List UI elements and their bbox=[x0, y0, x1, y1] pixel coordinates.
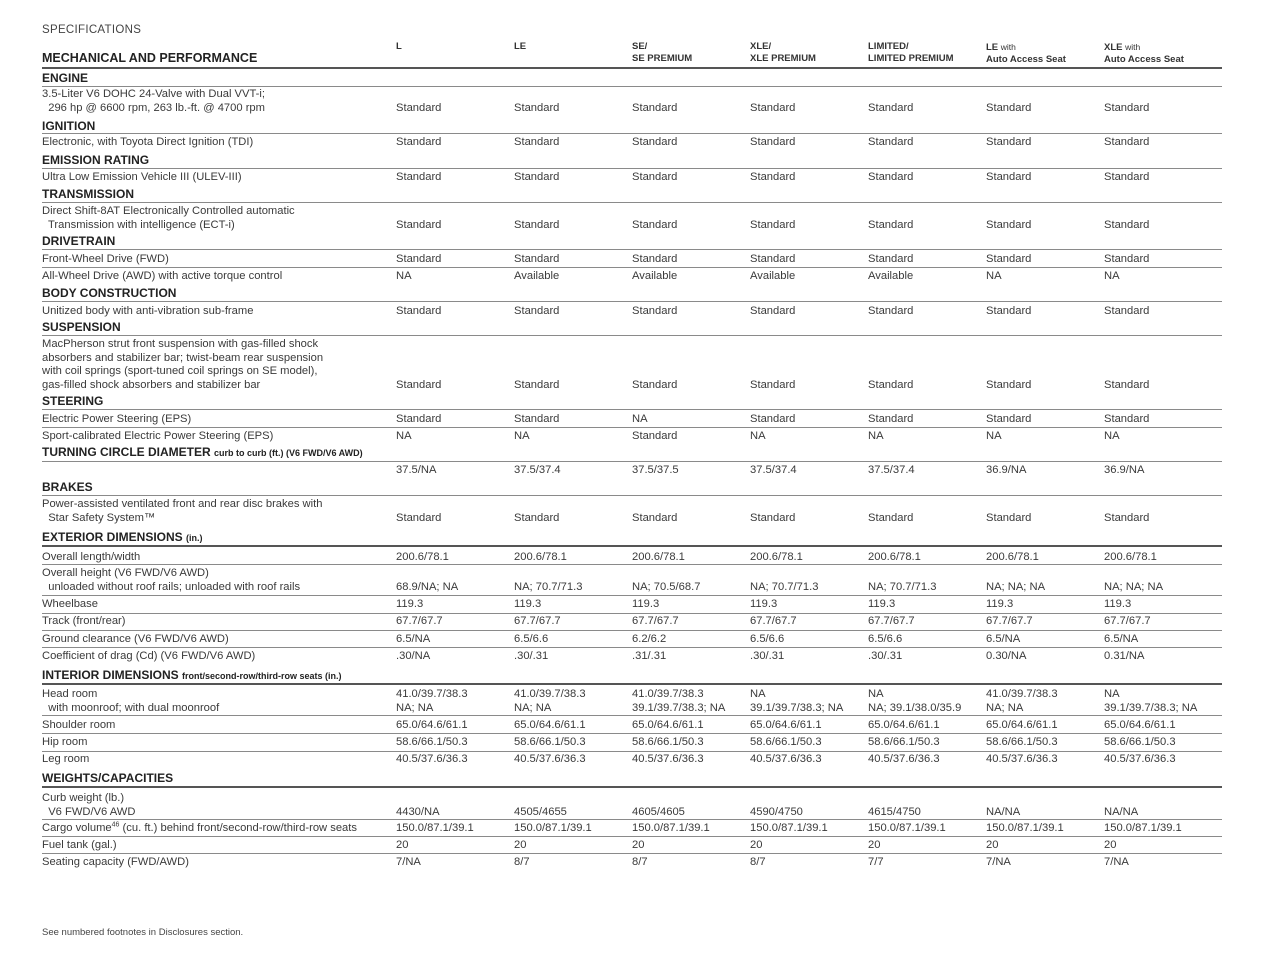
cell-value: NA bbox=[986, 269, 1002, 282]
cell-value: 36.9/NA bbox=[1104, 463, 1145, 476]
section-title-text: ENGINE bbox=[42, 71, 89, 85]
cell-value: Standard bbox=[986, 304, 1032, 317]
cell-value: Standard bbox=[750, 511, 796, 524]
cell-value: 40.5/37.6/36.3 bbox=[396, 752, 468, 765]
cell-value: 4505/4655 bbox=[514, 805, 567, 818]
table-row bbox=[42, 630, 1222, 646]
cell-value: Available bbox=[750, 269, 796, 282]
row-label: Power-assisted ventilated front and rear disc brakes with Star Safety System™ bbox=[42, 498, 323, 524]
cell-value: .30/.31 bbox=[868, 649, 903, 662]
row-label: Direct Shift-8AT Electronically Controlled automatic Transmission with intelligence (ECT-i) bbox=[42, 205, 295, 231]
cell-value: NA bbox=[396, 429, 412, 442]
cell-value: 65.0/64.6/61.1 bbox=[1104, 718, 1176, 731]
cell-value: 20 bbox=[986, 838, 999, 851]
cell-value: 4590/4750 bbox=[750, 805, 803, 818]
column-header-l: L bbox=[396, 41, 402, 52]
cell-value: Standard bbox=[868, 511, 914, 524]
cell-value: NA 39.1/39.7/38.3; NA bbox=[1104, 688, 1198, 714]
section-title-exterior-dimensions bbox=[42, 531, 1222, 545]
cell-value: Standard bbox=[396, 135, 442, 148]
cell-value: Standard bbox=[1104, 511, 1150, 524]
table-row bbox=[42, 595, 1222, 611]
row-label: Ultra Low Emission Vehicle III (ULEV-III) bbox=[42, 170, 242, 183]
section-title-text: EMISSION RATING bbox=[42, 153, 150, 167]
section-title-text: INTERIOR DIMENSIONS bbox=[42, 668, 179, 682]
cell-value: NA bbox=[1104, 269, 1120, 282]
cell-value: 6.5/NA bbox=[986, 632, 1021, 645]
cell-value: .30/.31 bbox=[750, 649, 785, 662]
cell-value: NA 39.1/39.7/38.3; NA bbox=[750, 688, 844, 714]
column-header-le-auto-access: LE with Auto Access Seat bbox=[986, 42, 1066, 65]
cell-value: 58.6/66.1/50.3 bbox=[1104, 735, 1176, 748]
table-row bbox=[42, 751, 1222, 766]
cell-value: 40.5/37.6/36.3 bbox=[632, 752, 704, 765]
cell-value: Standard bbox=[750, 135, 796, 148]
cell-value: 6.5/6.6 bbox=[750, 632, 785, 645]
cell-value: 68.9/NA; NA bbox=[396, 580, 459, 593]
cell-value: Standard bbox=[396, 170, 442, 183]
cell-value: 8/7 bbox=[514, 855, 530, 868]
section-title-ignition bbox=[42, 120, 1222, 133]
section-title-text: SUSPENSION bbox=[42, 320, 121, 334]
section-title-drivetrain bbox=[42, 235, 1222, 248]
footnote: See numbered footnotes in Disclosures section. bbox=[42, 927, 244, 938]
cell-value: Standard bbox=[750, 101, 796, 114]
cell-value: Standard bbox=[514, 252, 560, 265]
cell-value: Standard bbox=[868, 412, 914, 425]
cell-value: NA NA; 39.1/38.0/35.9 bbox=[868, 688, 962, 714]
table-row bbox=[42, 495, 1222, 525]
cell-value: Standard bbox=[632, 170, 678, 183]
cell-value: 58.6/66.1/50.3 bbox=[750, 735, 822, 748]
section-subtitle: front/second-row/third-row seats (in.) bbox=[182, 671, 342, 681]
table-row bbox=[42, 853, 1222, 869]
cell-value: NA bbox=[514, 429, 530, 442]
cell-value: NA; 70.7/71.3 bbox=[514, 580, 583, 593]
cell-value: 119.3 bbox=[750, 597, 778, 610]
cell-value: 200.6/78.1 bbox=[514, 550, 567, 563]
cell-value: Standard bbox=[396, 412, 442, 425]
cell-value: 4605/4605 bbox=[632, 805, 685, 818]
cell-value: 67.7/67.7 bbox=[986, 614, 1033, 627]
cell-value: 65.0/64.6/61.1 bbox=[632, 718, 704, 731]
cell-value: Standard bbox=[868, 170, 914, 183]
row-label: Head room with moonroof; with dual moonroof bbox=[42, 688, 220, 714]
cell-value: NA bbox=[868, 429, 884, 442]
cell-value: NA bbox=[1104, 429, 1120, 442]
section-subtitle: (in.) bbox=[186, 533, 203, 543]
section-label: SPECIFICATIONS bbox=[42, 24, 142, 36]
cell-value: 41.0/39.7/38.3 NA; NA bbox=[986, 688, 1058, 714]
cell-value: 65.0/64.6/61.1 bbox=[750, 718, 822, 731]
cell-value: 6.5/6.6 bbox=[868, 632, 903, 645]
cell-value: .30/.31 bbox=[514, 649, 549, 662]
cell-value: 150.0/87.1/39.1 bbox=[514, 821, 592, 834]
row-label-text: (cu. ft.) behind front/second-row/third-row seats bbox=[119, 821, 357, 834]
table-row bbox=[42, 335, 1222, 392]
cell-value: NA; 70.7/71.3 bbox=[750, 580, 819, 593]
table-row bbox=[42, 202, 1222, 232]
cell-value: Available bbox=[514, 269, 560, 282]
cell-value: Standard bbox=[750, 252, 796, 265]
cell-value: 20 bbox=[1104, 838, 1117, 851]
cell-value: 37.5/37.5 bbox=[632, 463, 679, 476]
row-label bbox=[42, 822, 392, 835]
cell-value: Standard bbox=[514, 378, 560, 391]
table-row bbox=[42, 786, 1222, 819]
section-title-weights-capacities bbox=[42, 772, 1222, 785]
cell-value: 20 bbox=[514, 838, 527, 851]
row-label: Fuel tank (gal.) bbox=[42, 838, 117, 851]
cell-value: NA/NA bbox=[986, 805, 1021, 818]
cell-value: 65.0/64.6/61.1 bbox=[986, 718, 1058, 731]
cell-value: 150.0/87.1/39.1 bbox=[868, 821, 946, 834]
cell-value: NA/NA bbox=[1104, 805, 1139, 818]
cell-value: Standard bbox=[514, 304, 560, 317]
section-title-body-construction bbox=[42, 287, 1222, 300]
column-header-xle: XLE/ XLE PREMIUM bbox=[750, 41, 816, 64]
table-row bbox=[42, 267, 1222, 283]
row-label: Coefficient of drag (Cd) (V6 FWD/V6 AWD) bbox=[42, 649, 256, 662]
column-header-xle-auto-access: XLE with Auto Access Seat bbox=[1104, 42, 1184, 65]
cell-value: Standard bbox=[632, 252, 678, 265]
cell-value: Standard bbox=[396, 511, 442, 524]
cell-value: 20 bbox=[632, 838, 645, 851]
row-label: Overall length/width bbox=[42, 550, 141, 563]
row-label: MacPherson strut front suspension with gas-filled shock absorbers and stabilizer bar; twist-beam rear suspension with coil springs (sport-tuned coil springs on SE model), gas-filled shock absorbers and stabilizer bar bbox=[42, 338, 324, 391]
cell-value: 67.7/67.7 bbox=[1104, 614, 1151, 627]
cell-value: Standard bbox=[632, 304, 678, 317]
cell-value: 37.5/NA bbox=[396, 463, 437, 476]
cell-value: Standard bbox=[1104, 101, 1150, 114]
cell-value: 150.0/87.1/39.1 bbox=[986, 821, 1064, 834]
section-title-engine bbox=[42, 72, 1222, 85]
cell-value: NA; 70.5/68.7 bbox=[632, 580, 701, 593]
cell-value: Standard bbox=[632, 511, 678, 524]
cell-value: Standard bbox=[632, 429, 678, 442]
cell-value: 0.31/NA bbox=[1104, 649, 1145, 662]
section-title-text: TRANSMISSION bbox=[42, 187, 135, 201]
cell-value: 40.5/37.6/36.3 bbox=[750, 752, 822, 765]
cell-value: 7/NA bbox=[986, 855, 1011, 868]
cell-value: Standard bbox=[396, 304, 442, 317]
table-row bbox=[42, 647, 1222, 663]
cell-value: 37.5/37.4 bbox=[514, 463, 561, 476]
table-row bbox=[42, 461, 1222, 477]
row-label: Track (front/rear) bbox=[42, 614, 126, 627]
cell-value: 119.3 bbox=[1104, 597, 1132, 610]
row-label: Hip room bbox=[42, 735, 88, 748]
cell-value: Standard bbox=[868, 101, 914, 114]
table-row bbox=[42, 545, 1222, 564]
cell-value: 6.2/6.2 bbox=[632, 632, 667, 645]
section-title-text: EXTERIOR DIMENSIONS bbox=[42, 530, 183, 544]
row-label: Unitized body with anti-vibration sub-frame bbox=[42, 304, 254, 317]
cell-value: 67.7/67.7 bbox=[632, 614, 679, 627]
cell-value: Standard bbox=[868, 252, 914, 265]
table-row bbox=[42, 836, 1222, 852]
cell-value: 7/NA bbox=[1104, 855, 1129, 868]
cell-value: 150.0/87.1/39.1 bbox=[396, 821, 474, 834]
table-row bbox=[42, 427, 1222, 443]
cell-value: 200.6/78.1 bbox=[632, 550, 685, 563]
cell-value: Standard bbox=[1104, 378, 1150, 391]
table-row bbox=[42, 249, 1222, 266]
row-label: Seating capacity (FWD/AWD) bbox=[42, 855, 189, 868]
row-label: Sport-calibrated Electric Power Steering (EPS) bbox=[42, 429, 274, 442]
table-row bbox=[42, 86, 1222, 115]
cell-value: 150.0/87.1/39.1 bbox=[750, 821, 828, 834]
cell-value: Standard bbox=[396, 252, 442, 265]
section-title-text: STEERING bbox=[42, 394, 104, 408]
cell-value: Standard bbox=[1104, 252, 1150, 265]
header-divider bbox=[42, 67, 1222, 69]
cell-value: 41.0/39.7/38.3 39.1/39.7/38.3; NA bbox=[632, 688, 726, 714]
cell-value: Standard bbox=[514, 218, 560, 231]
cell-value: 58.6/66.1/50.3 bbox=[632, 735, 704, 748]
cell-value: .30/NA bbox=[396, 649, 431, 662]
cell-value: 65.0/64.6/61.1 bbox=[868, 718, 940, 731]
cell-value: Standard bbox=[986, 135, 1032, 148]
cell-value: Standard bbox=[868, 218, 914, 231]
cell-value: 67.7/67.7 bbox=[514, 614, 561, 627]
cell-value: NA; NA; NA bbox=[986, 580, 1046, 593]
cell-value: Standard bbox=[986, 170, 1032, 183]
cell-value: Standard bbox=[396, 101, 442, 114]
table-row bbox=[42, 564, 1222, 594]
row-label: Electronic, with Toyota Direct Ignition (TDI) bbox=[42, 135, 254, 148]
cell-value: 7/NA bbox=[396, 855, 421, 868]
section-title-turning-circle-diameter bbox=[42, 446, 1222, 460]
page-title: MECHANICAL AND PERFORMANCE bbox=[42, 51, 258, 65]
cell-value: 7/7 bbox=[868, 855, 884, 868]
section-title-text: WEIGHTS/CAPACITIES bbox=[42, 771, 174, 785]
cell-value: 67.7/67.7 bbox=[868, 614, 915, 627]
cell-value: Standard bbox=[750, 218, 796, 231]
row-label: Overall height (V6 FWD/V6 AWD) unloaded without roof rails; unloaded with roof rails bbox=[42, 567, 301, 593]
cell-value: 67.7/67.7 bbox=[750, 614, 797, 627]
cell-value: Standard bbox=[986, 378, 1032, 391]
section-title-text: DRIVETRAIN bbox=[42, 234, 116, 248]
cell-value: 200.6/78.1 bbox=[986, 550, 1039, 563]
cell-value: 67.7/67.7 bbox=[396, 614, 443, 627]
cell-value: Standard bbox=[396, 218, 442, 231]
row-label: Shoulder room bbox=[42, 718, 116, 731]
cell-value: 8/7 bbox=[750, 855, 766, 868]
cell-value: Standard bbox=[750, 304, 796, 317]
section-title-text: BRAKES bbox=[42, 480, 93, 494]
cell-value: Standard bbox=[514, 412, 560, 425]
cell-value: 200.6/78.1 bbox=[396, 550, 449, 563]
column-header-le: LE bbox=[514, 41, 527, 52]
cell-value: NA bbox=[986, 429, 1002, 442]
section-title-emission-rating bbox=[42, 154, 1222, 167]
cell-value: Standard bbox=[868, 378, 914, 391]
cell-value: 65.0/64.6/61.1 bbox=[396, 718, 468, 731]
cell-value: Standard bbox=[986, 252, 1032, 265]
cell-value: 119.3 bbox=[632, 597, 660, 610]
cell-value: Standard bbox=[632, 218, 678, 231]
section-title-text: IGNITION bbox=[42, 119, 96, 133]
cell-value: Standard bbox=[986, 511, 1032, 524]
cell-value: Standard bbox=[868, 304, 914, 317]
cell-value: NA bbox=[396, 269, 412, 282]
cell-value: 40.5/37.6/36.3 bbox=[868, 752, 940, 765]
section-title-brakes bbox=[42, 481, 1222, 494]
table-row bbox=[42, 409, 1222, 426]
cell-value: Standard bbox=[514, 511, 560, 524]
cell-value: Standard bbox=[396, 378, 442, 391]
section-title-steering bbox=[42, 395, 1222, 408]
cell-value: Standard bbox=[632, 378, 678, 391]
cell-value: Standard bbox=[632, 101, 678, 114]
cell-value: 58.6/66.1/50.3 bbox=[868, 735, 940, 748]
cell-value: Standard bbox=[986, 101, 1032, 114]
cell-value: 58.6/66.1/50.3 bbox=[396, 735, 468, 748]
cell-value: Standard bbox=[868, 135, 914, 148]
cell-value: Standard bbox=[1104, 170, 1150, 183]
cell-value: 58.6/66.1/50.3 bbox=[986, 735, 1058, 748]
section-title-transmission bbox=[42, 188, 1222, 201]
section-title-suspension bbox=[42, 321, 1222, 334]
section-title-interior-dimensions bbox=[42, 669, 1222, 683]
table-row bbox=[42, 733, 1222, 749]
cell-value: 41.0/39.7/38.3 NA; NA bbox=[396, 688, 468, 714]
cell-value: Standard bbox=[1104, 412, 1150, 425]
cell-value: 4430/NA bbox=[396, 805, 440, 818]
cell-value: 37.5/37.4 bbox=[868, 463, 915, 476]
cell-value: 36.9/NA bbox=[986, 463, 1027, 476]
cell-value: Standard bbox=[750, 378, 796, 391]
cell-value: 119.3 bbox=[986, 597, 1014, 610]
cell-value: Standard bbox=[514, 101, 560, 114]
cell-value: 6.5/NA bbox=[1104, 632, 1139, 645]
cell-value: 150.0/87.1/39.1 bbox=[632, 821, 710, 834]
cell-value: Standard bbox=[1104, 304, 1150, 317]
cell-value: 200.6/78.1 bbox=[1104, 550, 1157, 563]
cell-value: 0.30/NA bbox=[986, 649, 1027, 662]
cell-value: 41.0/39.7/38.3 NA; NA bbox=[514, 688, 586, 714]
cell-value: 20 bbox=[868, 838, 881, 851]
cell-value: 119.3 bbox=[396, 597, 424, 610]
table-row bbox=[42, 168, 1222, 184]
cell-value: 4615/4750 bbox=[868, 805, 921, 818]
cell-value: NA bbox=[750, 429, 766, 442]
cell-value: 20 bbox=[396, 838, 409, 851]
cell-value: 20 bbox=[750, 838, 763, 851]
cell-value: NA; NA; NA bbox=[1104, 580, 1164, 593]
cell-value: Available bbox=[868, 269, 914, 282]
cell-value: 150.0/87.1/39.1 bbox=[1104, 821, 1182, 834]
row-label: Ground clearance (V6 FWD/V6 AWD) bbox=[42, 632, 229, 645]
column-header-se: SE/ SE PREMIUM bbox=[632, 41, 693, 64]
cell-value: 6.5/6.6 bbox=[514, 632, 549, 645]
column-header-limited: LIMITED/ LIMITED PREMIUM bbox=[868, 41, 954, 64]
row-label: Wheelbase bbox=[42, 597, 98, 610]
cell-value: Standard bbox=[750, 170, 796, 183]
cell-value: 58.6/66.1/50.3 bbox=[514, 735, 586, 748]
cell-value: 40.5/37.6/36.3 bbox=[986, 752, 1058, 765]
cell-value: Standard bbox=[514, 170, 560, 183]
table-row bbox=[42, 819, 1222, 835]
table-row bbox=[42, 133, 1222, 149]
cell-value: 8/7 bbox=[632, 855, 648, 868]
cell-value: 40.5/37.6/36.3 bbox=[514, 752, 586, 765]
row-label: 3.5-Liter V6 DOHC 24-Valve with Dual VVT-i; 296 hp @ 6600 rpm, 263 lb.-ft. @ 4700 rpm bbox=[42, 88, 265, 114]
cell-value: Standard bbox=[1104, 135, 1150, 148]
table-row bbox=[42, 613, 1222, 628]
table-row bbox=[42, 683, 1222, 715]
section-title-text: BODY CONSTRUCTION bbox=[42, 286, 177, 300]
cell-value: Standard bbox=[1104, 218, 1150, 231]
row-label-text: Cargo volume bbox=[42, 821, 112, 834]
footnote-ref: 46 bbox=[111, 820, 120, 828]
cell-value: Standard bbox=[632, 135, 678, 148]
cell-value: Standard bbox=[750, 412, 796, 425]
cell-value: 200.6/78.1 bbox=[868, 550, 921, 563]
section-subtitle: curb to curb (ft.) (V6 FWD/V6 AWD) bbox=[214, 448, 363, 458]
cell-value: .31/.31 bbox=[632, 649, 667, 662]
cell-value: 200.6/78.1 bbox=[750, 550, 803, 563]
cell-value: Available bbox=[632, 269, 678, 282]
cell-value: Standard bbox=[986, 218, 1032, 231]
row-label: Front-Wheel Drive (FWD) bbox=[42, 252, 169, 265]
cell-value: 37.5/37.4 bbox=[750, 463, 797, 476]
row-label: Electric Power Steering (EPS) bbox=[42, 412, 192, 425]
table-row bbox=[42, 301, 1222, 318]
table-row bbox=[42, 715, 1222, 732]
cell-value: 119.3 bbox=[514, 597, 542, 610]
row-label: All-Wheel Drive (AWD) with active torque control bbox=[42, 269, 283, 282]
cell-value: NA; 70.7/71.3 bbox=[868, 580, 937, 593]
cell-value: 65.0/64.6/61.1 bbox=[514, 718, 586, 731]
row-label: Leg room bbox=[42, 752, 90, 765]
row-label: Curb weight (lb.) V6 FWD/V6 AWD bbox=[42, 792, 136, 818]
cell-value: Standard bbox=[986, 412, 1032, 425]
cell-value: 119.3 bbox=[868, 597, 896, 610]
cell-value: 6.5/NA bbox=[396, 632, 431, 645]
cell-value: 40.5/37.6/36.3 bbox=[1104, 752, 1176, 765]
cell-value: Standard bbox=[514, 135, 560, 148]
cell-value: NA bbox=[632, 412, 648, 425]
section-title-text: TURNING CIRCLE DIAMETER bbox=[42, 445, 211, 459]
